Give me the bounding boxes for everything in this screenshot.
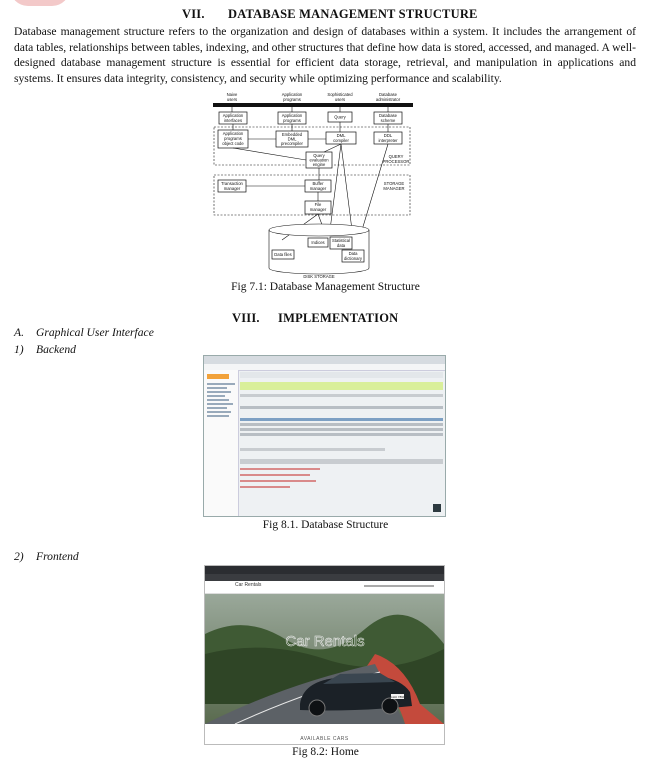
svg-text:interpreter: interpreter <box>378 138 398 143</box>
svg-text:File: File <box>314 202 322 207</box>
svg-text:DISK STORAGE: DISK STORAGE <box>303 274 335 279</box>
svg-text:Statistical: Statistical <box>332 238 350 243</box>
svg-text:users: users <box>226 97 238 102</box>
svg-text:precompiler: precompiler <box>281 141 303 146</box>
svg-text:Sophisticated: Sophisticated <box>327 92 353 97</box>
section-7-heading <box>182 7 478 22</box>
svg-text:manager: manager <box>309 207 327 212</box>
section-8-heading <box>232 311 398 326</box>
database-screenshot <box>203 355 446 517</box>
svg-text:MANAGER: MANAGER <box>383 186 405 191</box>
svg-text:administrator: administrator <box>375 97 401 102</box>
dbms-structure-diagram <box>212 90 426 280</box>
svg-text:engine: engine <box>312 162 326 167</box>
svg-text:Query: Query <box>334 114 346 120</box>
svg-text:Application: Application <box>222 131 244 136</box>
svg-text:Buffer: Buffer <box>312 181 324 186</box>
subsection-backend: 1) Backend <box>14 343 76 356</box>
fig-8-2-caption: Fig 8.2: Home <box>292 746 359 758</box>
svg-text:interfaces: interfaces <box>223 118 243 123</box>
svg-text:users: users <box>334 97 346 102</box>
svg-text:Application: Application <box>281 92 303 97</box>
journal-logo-fragment <box>10 0 70 6</box>
svg-text:scheme: scheme <box>380 118 396 123</box>
svg-text:Naive: Naive <box>226 92 238 97</box>
svg-text:evaluation: evaluation <box>309 157 329 163</box>
svg-text:data: data <box>336 243 346 248</box>
svg-text:Transaction: Transaction <box>221 181 243 186</box>
nav-brand: Car Rentals <box>235 582 262 588</box>
svg-text:programs: programs <box>283 118 301 123</box>
svg-text:dictionary: dictionary <box>344 256 362 261</box>
fig-7-1-caption: Fig 7.1: Database Management Structure <box>231 281 420 293</box>
hero-image <box>205 594 444 724</box>
license-plate: GHU 7890 <box>390 695 405 699</box>
svg-text:Data: Data <box>348 251 358 256</box>
svg-text:Database: Database <box>379 113 397 118</box>
svg-text:programs: programs <box>283 97 301 102</box>
svg-text:DML: DML <box>336 133 346 138</box>
svg-text:QUERY: QUERY <box>388 154 404 159</box>
body-paragraph: Database management structure refers to the organization and design of databases within a system. It includes the arrangement of data tables, relationships between tables, indexing, and other structures that define how data is stored, accessed, and managed. A well-designed database management structure is essential for efficient data storage, retrieval, and manipulation in applications and systems. It ensures data integrity, consistency, and security while optimizing performance and scalability. <box>14 25 636 85</box>
svg-text:compiler: compiler <box>333 138 349 143</box>
available-cars-label: AVAILABLE CARS <box>300 736 349 742</box>
hero-title: Car Rentals <box>285 633 365 650</box>
svg-text:manager: manager <box>223 186 241 191</box>
svg-text:Application: Application <box>281 113 303 118</box>
user-labels <box>227 92 401 102</box>
home-page-screenshot <box>204 565 445 745</box>
section-title: DATABASE MANAGEMENT STRUCTURE <box>228 7 478 21</box>
svg-text:PROCESSOR: PROCESSOR <box>382 159 410 164</box>
section-number: VII. <box>182 7 205 21</box>
svg-text:programs: programs <box>224 136 242 141</box>
subsection-frontend: 2) Frontend <box>14 550 79 563</box>
fig-8-1-caption: Fig 8.1. Database Structure <box>262 519 389 531</box>
svg-text:object code: object code <box>222 141 244 146</box>
svg-text:Application: Application <box>222 113 244 118</box>
section-number: VIII. <box>232 311 260 325</box>
svg-text:Database: Database <box>379 92 397 97</box>
subsection-a: A. Graphical User Interface <box>14 326 154 339</box>
svg-text:Indices: Indices <box>311 240 325 245</box>
svg-text:Data files: Data files <box>274 252 292 257</box>
svg-text:STORAGE: STORAGE <box>383 181 405 186</box>
svg-text:Query: Query <box>313 153 325 158</box>
svg-text:DDL: DDL <box>383 133 393 138</box>
svg-text:manager: manager <box>309 186 327 191</box>
section-title: IMPLEMENTATION <box>278 311 399 325</box>
svg-text:Embedded: Embedded <box>281 132 303 137</box>
svg-text:DML: DML <box>287 136 297 142</box>
